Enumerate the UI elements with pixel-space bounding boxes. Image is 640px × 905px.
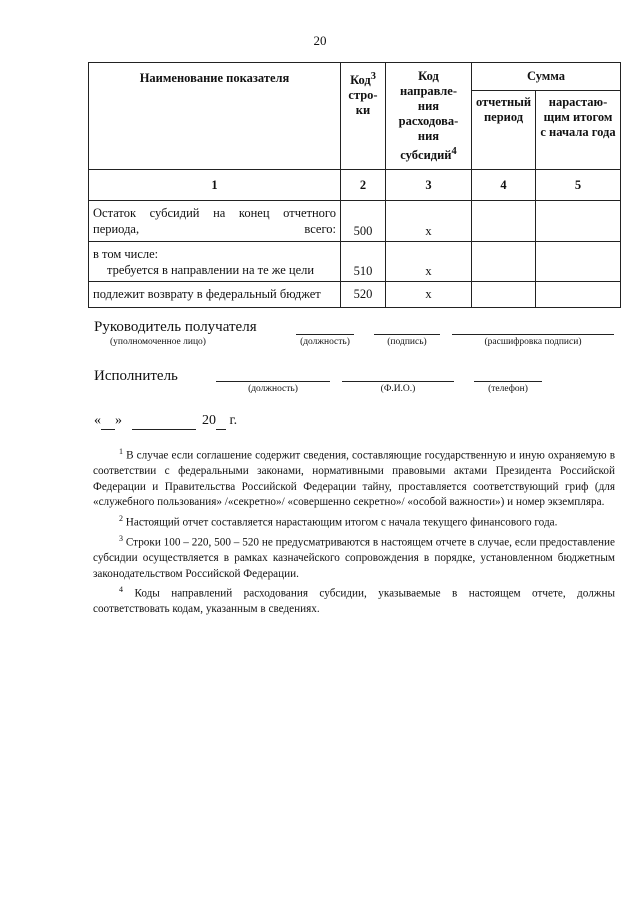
column-number: 2 bbox=[341, 170, 386, 201]
row-period-value[interactable] bbox=[472, 282, 536, 308]
header-row-code: Код$^3$ стро-ки bbox=[341, 63, 386, 170]
row-period-value[interactable] bbox=[472, 201, 536, 242]
row-name-prefix: в том числе: bbox=[93, 246, 159, 261]
column-numbers-row bbox=[89, 170, 621, 201]
row-cumulative-value[interactable] bbox=[536, 282, 621, 308]
day-blank[interactable] bbox=[101, 413, 115, 430]
footnote: $^4$ Коды направлений расходования субсидии, указываемые в настоящем отчете, должны соответствовать кодам, указанным в сведениях. bbox=[93, 585, 616, 616]
footnote: $^2$ Настоящий отчет составляется нарастающим итогом с начала текущего финансового года. bbox=[119, 513, 558, 529]
footnote: $^1$ В случае если соглашение содержит сведения, составляющие государственную и иную охраняемую в соответствии с федеральными законами, нормативными правовыми актами Президента Российской Федерации и Правительства Российской Федерации тайну, проставляется соответствующий гриф (для «служебного пользования» /«секретно»/ «совершенно секретно»/ «особой важности») и номер экземпляра. bbox=[93, 447, 615, 509]
page-number: 20 bbox=[313, 33, 327, 48]
row-cumulative-value[interactable] bbox=[536, 201, 621, 242]
row-code: 510 bbox=[341, 242, 386, 282]
row-direction: x bbox=[386, 282, 472, 308]
date-line: « » 20 г. bbox=[94, 413, 238, 428]
year-blank[interactable] bbox=[216, 413, 226, 430]
report-table bbox=[88, 62, 621, 308]
header-indicator-name: Наименование показателя bbox=[89, 63, 341, 170]
position-line[interactable] bbox=[296, 334, 354, 335]
fio-line[interactable] bbox=[342, 381, 454, 382]
phone-caption: (телефон) bbox=[488, 384, 528, 394]
table-row bbox=[89, 201, 621, 242]
position-caption: (должность) bbox=[300, 337, 350, 347]
executor-label: Исполнитель bbox=[94, 368, 178, 384]
row-name: Остаток субсидий на конец отчетного периода, всего: bbox=[93, 206, 336, 236]
signature-caption: (подпись) bbox=[387, 337, 427, 347]
column-number: 5 bbox=[536, 170, 621, 201]
row-period-value[interactable] bbox=[472, 242, 536, 282]
header-sum: Сумма bbox=[472, 63, 621, 91]
row-cumulative-value[interactable] bbox=[536, 242, 621, 282]
column-number: 1 bbox=[89, 170, 341, 201]
table-row bbox=[89, 242, 621, 282]
header-cumulative: нарастаю-щим итогом с начала года bbox=[536, 91, 621, 170]
row-name: подлежит возврату в федеральный бюджет bbox=[89, 282, 341, 308]
head-label: Руководитель получателя bbox=[94, 319, 257, 335]
month-blank[interactable] bbox=[132, 413, 196, 430]
signature-line[interactable] bbox=[374, 334, 440, 335]
executor-position-line[interactable] bbox=[216, 381, 330, 382]
column-number: 4 bbox=[472, 170, 536, 201]
phone-line[interactable] bbox=[474, 381, 542, 382]
head-sub-label: (уполномоченное лицо) bbox=[110, 337, 206, 347]
decoding-caption: (расшифровка подписи) bbox=[484, 337, 582, 347]
row-code: 520 bbox=[341, 282, 386, 308]
header-direction-code: Код направле-ния расходова-ния субсидий$^4$ bbox=[386, 63, 472, 170]
fio-caption: (Ф.И.О.) bbox=[380, 384, 416, 394]
executor-position-caption: (должность) bbox=[248, 384, 298, 394]
table-row bbox=[89, 282, 621, 308]
decoding-line[interactable] bbox=[452, 334, 614, 335]
row-direction: x bbox=[386, 201, 472, 242]
header-reporting-period: отчетный период bbox=[472, 91, 536, 170]
row-code: 500 bbox=[341, 201, 386, 242]
row-name: требуется в направлении на те же цели bbox=[107, 262, 315, 277]
footnotes bbox=[93, 444, 615, 618]
footnote: $^3$ Строки 100 – 220, 500 – 520 не предусматриваются в настоящем отчете в случае, если предоставление субсидии осуществляется в рамках казначейского сопровождения в порядке, установленном бюджетным законодательством Российской Федерации. bbox=[93, 533, 615, 580]
row-direction: x bbox=[386, 242, 472, 282]
column-number: 3 bbox=[386, 170, 472, 201]
